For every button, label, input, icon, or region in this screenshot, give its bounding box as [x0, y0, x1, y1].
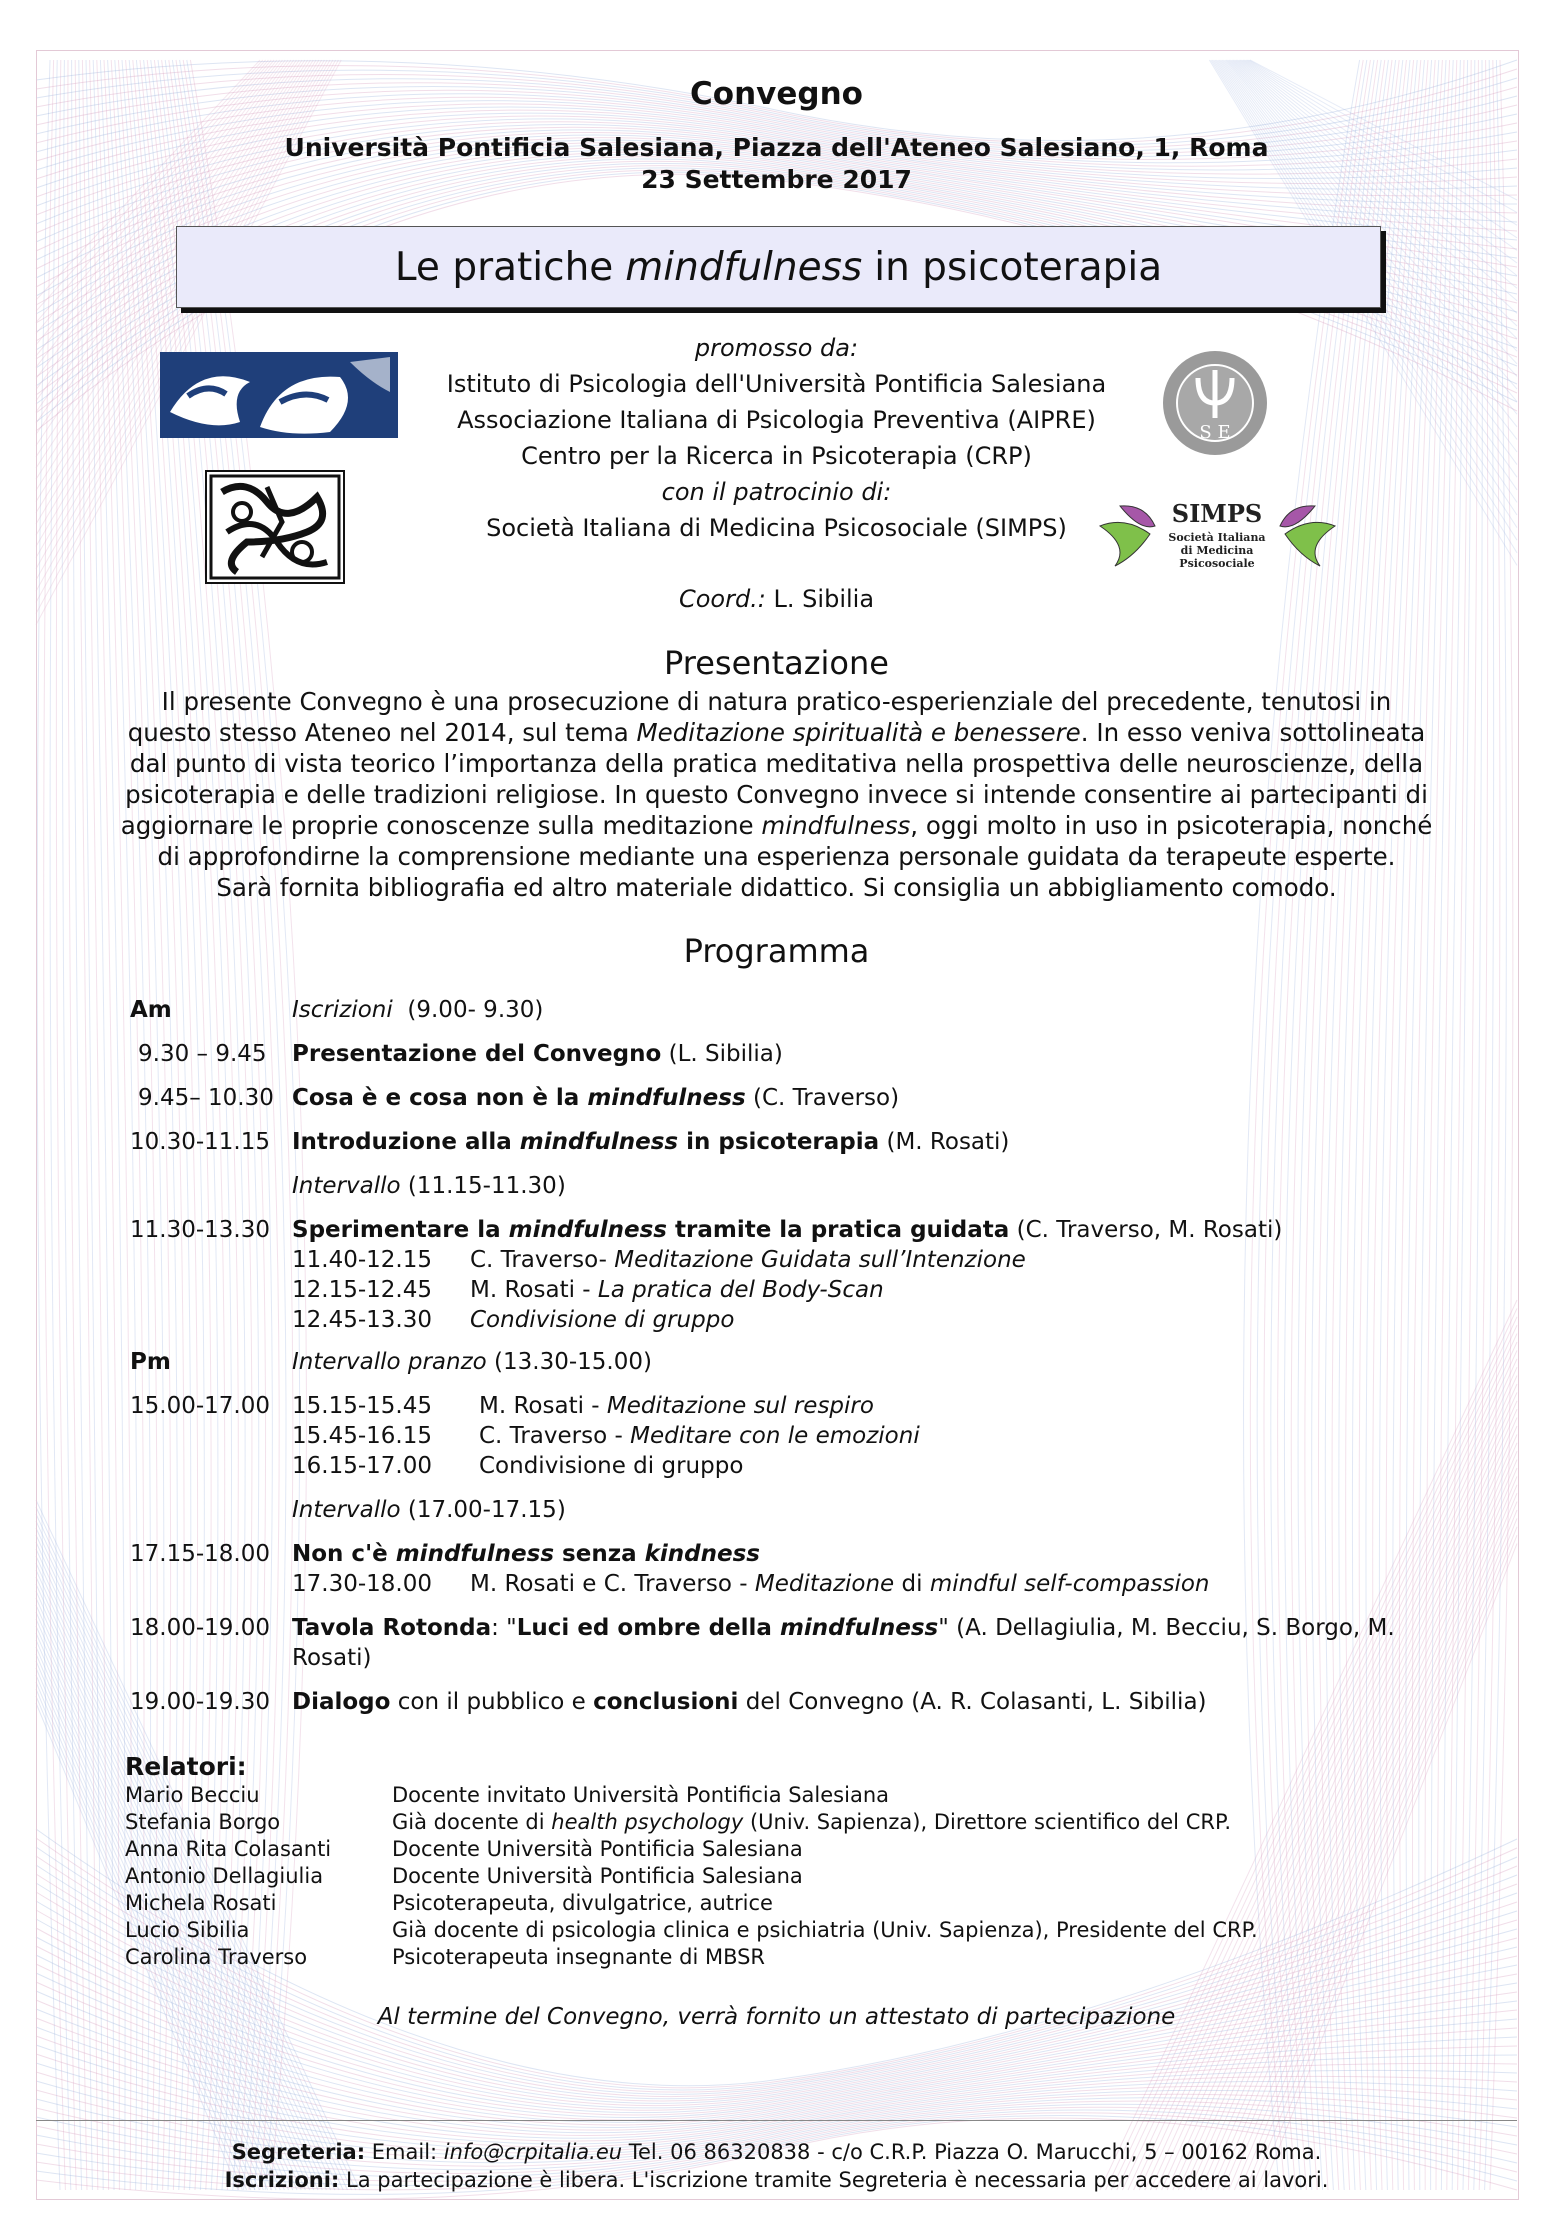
patron-item: Società Italiana di Medicina Psicosociale (SIMPS) — [486, 514, 1067, 542]
pres-text-3: , oggi molto in uso in psicoterapia, nonché di approfondirne la comprensione mediante una esperienza personale guidata da terapeute esperte. — [157, 811, 1433, 871]
role-italic: health psychology — [551, 1810, 744, 1834]
title-pre: Le pratiche — [394, 244, 614, 290]
role-text: Già docente di — [392, 1810, 552, 1834]
row-speaker: (C. Traverso, M. Rosati) — [1009, 1217, 1283, 1243]
title-post: in psicoterapia — [874, 244, 1163, 290]
speaker-name: Mario Becciu — [125, 1783, 260, 1807]
row-speaker: del Convegno (A. R. Colasanti, L. Sibilia) — [738, 1689, 1207, 1715]
patronage-label: con il patrocinio di: — [661, 478, 892, 506]
row-title-italic: mindfulness — [519, 1129, 679, 1155]
title-italic: mindfulness — [625, 244, 863, 290]
speaker-name: Antonio Dellagiulia — [125, 1864, 324, 1888]
registration-text: La partecipazione è libera. L'iscrizione tramite Segreteria è necessaria per accedere ai lavori. — [339, 2168, 1329, 2192]
row-time: (13.30-15.00) — [494, 1349, 652, 1375]
row-speaker: (C. Traverso) — [745, 1085, 900, 1111]
row-desc: Intervallo — [292, 1497, 401, 1523]
row-speaker: (L. Sibilia) — [661, 1041, 783, 1067]
sub-what: Meditazione Guidata sull’Intenzione — [614, 1247, 1026, 1273]
footer-registration — [0, 2168, 1553, 2192]
row-desc: Intervallo — [292, 1173, 401, 1199]
simps-title: SIMPS — [1171, 499, 1263, 528]
secretariat-email[interactable]: info@crpitalia.eu — [443, 2140, 623, 2164]
row-title-italic: mindfulness — [587, 1085, 746, 1111]
aipre-logo — [160, 352, 398, 438]
pres-italic-1: Meditazione spiritualità e benessere — [636, 718, 1081, 747]
row-title-italic: mindfulness — [395, 1541, 555, 1567]
pm-label: Pm — [130, 1349, 171, 1375]
row-title: Dialogo — [292, 1689, 391, 1715]
row-title-2: conclusioni — [593, 1689, 739, 1715]
row-time: 10.30-11.15 — [130, 1129, 270, 1155]
speaker-role: Docente Università Pontificia Salesiana — [392, 1864, 803, 1888]
row-time: 18.00-19.00 — [130, 1615, 270, 1641]
closing-note: Al termine del Convegno, verrà fornito un attestato di partecipazione — [377, 2004, 1176, 2030]
speaker-role: Psicoterapeuta insegnante di MBSR — [392, 1945, 766, 1969]
row-title-italic: mindfulness — [779, 1615, 939, 1641]
row-speaker-cont: Rosati) — [292, 1645, 372, 1671]
sub-what: Meditare con le emozioni — [630, 1423, 920, 1449]
row-desc: Intervallo pranzo — [292, 1349, 487, 1375]
promoted-by-label: promosso da: — [694, 334, 859, 362]
speakers-heading: Relatori: — [125, 1752, 247, 1781]
sub-what-2: mindful self-compassion — [929, 1571, 1210, 1597]
row-time: 11.30-13.30 — [130, 1217, 270, 1243]
simps-line-3: Psicosociale — [1179, 557, 1255, 570]
coord-name: L. Sibilia — [773, 585, 875, 613]
speaker-name: Stefania Borgo — [125, 1810, 281, 1834]
row-title: Sperimentare la — [292, 1217, 509, 1243]
promoters-block — [380, 330, 1173, 546]
secretariat-email-label: Email: — [365, 2140, 444, 2164]
row-title: Non c'è — [292, 1541, 396, 1567]
sub-what: La pratica del Body-Scan — [597, 1277, 884, 1303]
pres-text-1: Il presente Convegno è una prosecuzione di natura pratico-esperienziale del precedente, tenutosi in questo stesso Ateneo nel 2014, sul tema — [127, 687, 1392, 747]
row-speaker: " (A. Dellagiulia, M. Becciu, S. Borgo, M. — [938, 1615, 1395, 1641]
promoter-item: Associazione Italiana di Psicologia Preventiva (AIPRE) — [457, 406, 1096, 434]
face-icon — [160, 352, 398, 438]
role-text-2: (Univ. Sapienza), Direttore scientifico del CRP. — [743, 1810, 1232, 1834]
speaker-name: Anna Rita Colasanti — [125, 1837, 332, 1861]
speaker-role: Psicoterapeuta, divulgatrice, autrice — [392, 1891, 773, 1915]
program-heading: Programma — [683, 932, 870, 970]
pres-text-2: . In esso veniva sottolineata dal punto di vista teorico l’importanza della pratica meditativa nella prospettiva delle neuroscienze, della psicoterapia e delle tradizioni religiose. In questo Convegno invece si intende consentire ai partecipanti di aggiornare le proprie conoscenze sulla meditazione — [120, 718, 1428, 840]
sub-time: 12.15-12.45 — [292, 1277, 432, 1303]
pres-italic-2: mindfulness — [761, 811, 911, 840]
sub-time: 16.15-17.00 — [292, 1453, 432, 1479]
coordinator — [380, 585, 1173, 613]
upse-letters: S E — [1199, 422, 1231, 443]
row-title-2: in psicoterapia — [678, 1129, 880, 1155]
sub-mid: di — [894, 1571, 930, 1597]
event-venue: Università Pontificia Salesiana, Piazza dell'Ateneo Salesiano, 1, Roma — [284, 133, 1269, 162]
footer-divider — [36, 2120, 1517, 2121]
psi-seal-icon — [1160, 348, 1270, 458]
speaker-role: Docente Università Pontificia Salesiana — [392, 1837, 803, 1861]
sub-who: M. Rosati - — [470, 1277, 598, 1303]
row-text: : " — [491, 1615, 517, 1641]
presentation-text — [120, 686, 1433, 903]
main-title — [176, 226, 1381, 308]
pres-text-4: Sarà fornita bibliografia ed altro materiale didattico. Si consiglia un abbigliamento comodo. — [216, 873, 1337, 902]
row-desc: Iscrizioni — [292, 997, 393, 1023]
speaker-name: Michela Rosati — [125, 1891, 277, 1915]
row-title-2: Luci ed ombre della — [516, 1615, 780, 1641]
sub-who: M. Rosati e C. Traverso - — [470, 1571, 755, 1597]
row-time: 17.15-18.00 — [130, 1541, 270, 1567]
row-time: 9.30 – 9.45 — [138, 1041, 267, 1067]
row-text: con il pubblico e — [390, 1689, 594, 1715]
row-title: Cosa è e cosa non è la — [292, 1085, 588, 1111]
upse-logo — [1160, 348, 1270, 458]
event-date: 23 Settembre 2017 — [641, 165, 912, 194]
promoter-item: Centro per la Ricerca in Psicoterapia (CRP) — [521, 442, 1032, 470]
speaker-role: Già docente di psicologia clinica e psichiatria (Univ. Sapienza), Presidente del CRP. — [392, 1918, 1258, 1942]
row-title-italic: mindfulness — [508, 1217, 667, 1243]
event-label: Convegno — [690, 76, 863, 112]
sub-who: Condivisione di gruppo — [479, 1453, 744, 1479]
sub-time: 15.45-16.15 — [292, 1423, 432, 1449]
registration-label: Iscrizioni: — [224, 2168, 340, 2192]
row-speaker: (M. Rosati) — [879, 1129, 1010, 1155]
row-time: 15.00-17.00 — [130, 1393, 270, 1419]
row-time: 9.45– 10.30 — [138, 1085, 274, 1111]
sub-time: 12.45-13.30 — [292, 1307, 432, 1333]
sub-time: 15.15-15.45 — [292, 1393, 432, 1419]
row-title-italic-2: kindness — [644, 1541, 760, 1567]
crp-celtic-logo — [205, 470, 345, 584]
sub-what: Meditazione sul respiro — [606, 1393, 874, 1419]
row-time: (17.00-17.15) — [407, 1497, 566, 1523]
row-title: Presentazione del Convegno — [292, 1041, 662, 1067]
sub-who: C. Traverso - — [479, 1423, 631, 1449]
simps-line-1: Società Italiana — [1168, 531, 1266, 544]
sub-what: Meditazione — [754, 1571, 895, 1597]
sub-what: Condivisione di gruppo — [470, 1307, 735, 1333]
row-time: 19.00-19.30 — [130, 1689, 270, 1715]
sub-time: 17.30-18.00 — [292, 1571, 432, 1597]
footer-secretariat — [0, 2140, 1553, 2164]
speaker-name: Lucio Sibilia — [125, 1918, 250, 1942]
presentation-heading: Presentazione — [664, 644, 889, 682]
speaker-role — [392, 1809, 1442, 1836]
row-title: Tavola Rotonda — [292, 1615, 492, 1641]
celtic-knot-icon — [207, 472, 343, 582]
row-time: (9.00- 9.30) — [407, 997, 544, 1023]
row-title-2: tramite la pratica guidata — [666, 1217, 1010, 1243]
am-label: Am — [130, 997, 172, 1023]
secretariat-contacts: Tel. 06 86320838 - c/o C.R.P. Piazza O. Marucchi, 5 – 00162 Roma. — [622, 2140, 1322, 2164]
speaker-role: Docente invitato Università Pontificia Salesiana — [392, 1783, 890, 1807]
secretariat-label: Segreteria: — [231, 2140, 366, 2164]
promoter-item: Istituto di Psicologia dell'Università Pontificia Salesiana — [446, 370, 1107, 398]
row-title-2: senza — [554, 1541, 645, 1567]
sub-time: 11.40-12.15 — [292, 1247, 432, 1273]
row-time: (11.15-11.30) — [407, 1173, 566, 1199]
speaker-name: Carolina Traverso — [125, 1945, 308, 1969]
simps-line-2: di Medicina — [1180, 544, 1254, 557]
sub-who: M. Rosati - — [479, 1393, 607, 1419]
sub-who: C. Traverso- — [470, 1247, 615, 1273]
row-title: Introduzione alla — [292, 1129, 520, 1155]
coord-label: Coord.: — [678, 585, 766, 613]
